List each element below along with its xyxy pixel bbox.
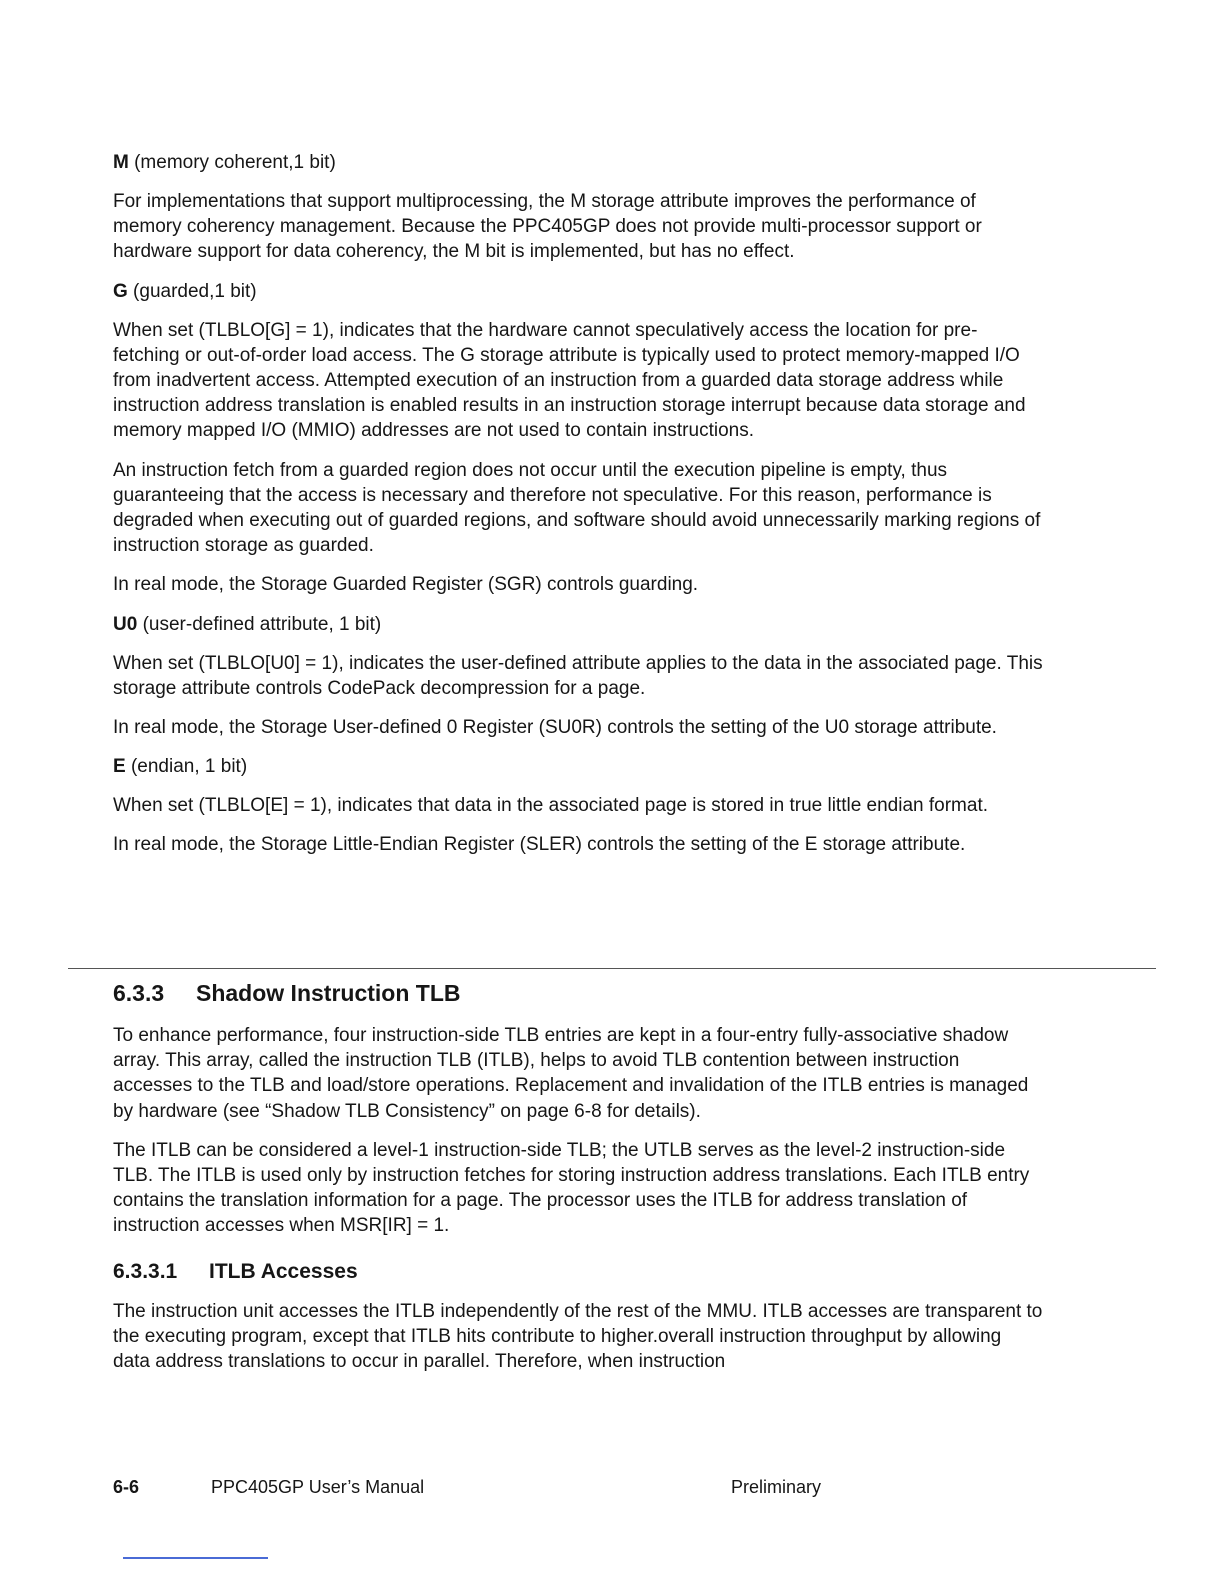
paragraph: When set (TLBLO[G] = 1), indicates that the hardware cannot speculatively access the location for pre-fetching or out-of-order load access. The G storage attribute is typically used to protect memory-mapped I/O from inadvertent access. Attempted execution of an instruction from a guarded data storage address while instruction address translation is enabled results in an instruction storage interrupt because data storage and memory mapped I/O (MMIO) addresses are not used to contain instructions. [113,319,1026,442]
section-divider [68,968,1156,969]
manual-title: PPC405GP User’s Manual [211,1477,425,1497]
paragraph: In real mode, the Storage User-defined 0 Register (SU0R) controls the setting of the U0 storage attribute. [113,717,997,739]
attribute-desc: (memory coherent,1 bit) [128,152,336,173]
attribute-term-e [113,754,1043,779]
subsection-title: ITLB Accesses [209,1259,358,1283]
paragraph: When set (TLBLO[E] = 1), indicates that data in the associated page is stored in true little endian format. [113,795,989,817]
paragraph: To enhance performance, four instruction-side TLB entries are kept in a four-entry fully-associative shadow array. This array, called the instruction TLB (ITLB), helps to avoid TLB contention between instruction accesses to the TLB and load/store operations. Replacement and invalidation of the ITLB entries is managed by hardware (see “Shadow TLB Consistency” on page 6-8 for details). [113,1025,1029,1122]
attribute-name: E [113,756,126,778]
paragraph: The instruction unit accesses the ITLB independently of the rest of the MMU. ITLB accesses are transparent to the executing program, except that ITLB hits contribute to higher.overall instruction throughput by allowing data address translations to occur in parallel. Therefore, when instruction [113,1300,1043,1373]
bottom-edge-mark [123,1557,268,1559]
paragraph: An instruction fetch from a guarded region does not occur until the execution pipeline is empty, thus guaranteeing that the access is necessary and therefore not speculative. For this reason, performance is degraded when executing out of guarded regions, and software should avoid unnecessarily marking regions of instruction storage as guarded. [113,459,1041,557]
subsection-heading [113,1259,1043,1285]
paragraph: When set (TLBLO[U0] = 1), indicates the user-defined attribute applies to the data in the associated page. This storage attribute controls CodePack decompression for a page. [113,652,1043,699]
document-status: Preliminary [731,1477,822,1497]
attribute-desc: (endian, 1 bit) [125,756,248,778]
paragraph: The ITLB can be considered a level-1 instruction-side TLB; the UTLB serves as the level-2 instruction-side TLB. The ITLB is used only by instruction fetches for storing instruction address translations. Each ITLB entry contains the translation information for a page. The processor uses the ITLB for address translation of instruction accesses when MSR[IR] = 1. [113,1139,1030,1237]
paragraph: In real mode, the Storage Little-Endian Register (SLER) controls the setting of the E storage attribute. [113,834,966,856]
storage-attributes [113,150,1043,872]
attribute-name: M [113,152,129,173]
section-title: Shadow Instruction TLB [196,980,461,1006]
section-body [113,1023,1043,1388]
paragraph: For implementations that support multiprocessing, the M storage attribute improves the performance of memory coherency management. Because the PPC405GP does not provide multi-processor support or hardware support for data coherency, the M bit is implemented, but has no effect. [113,191,982,263]
attribute-term-g [113,279,1043,304]
paragraph: In real mode, the Storage Guarded Register (SGR) controls guarding. [113,574,699,596]
page-number: 6-6 [113,1477,140,1497]
section-heading [113,979,1043,1007]
subsection-number: 6.3.3.1 [113,1259,178,1283]
attribute-desc: (guarded,1 bit) [127,280,257,302]
attribute-name: G [113,280,128,302]
attribute-term-m [113,150,1043,175]
attribute-term-u0 [113,612,1043,637]
attribute-desc: (user-defined attribute, 1 bit) [137,613,382,635]
attribute-name: U0 [113,613,138,635]
section-number: 6.3.3 [113,980,165,1006]
